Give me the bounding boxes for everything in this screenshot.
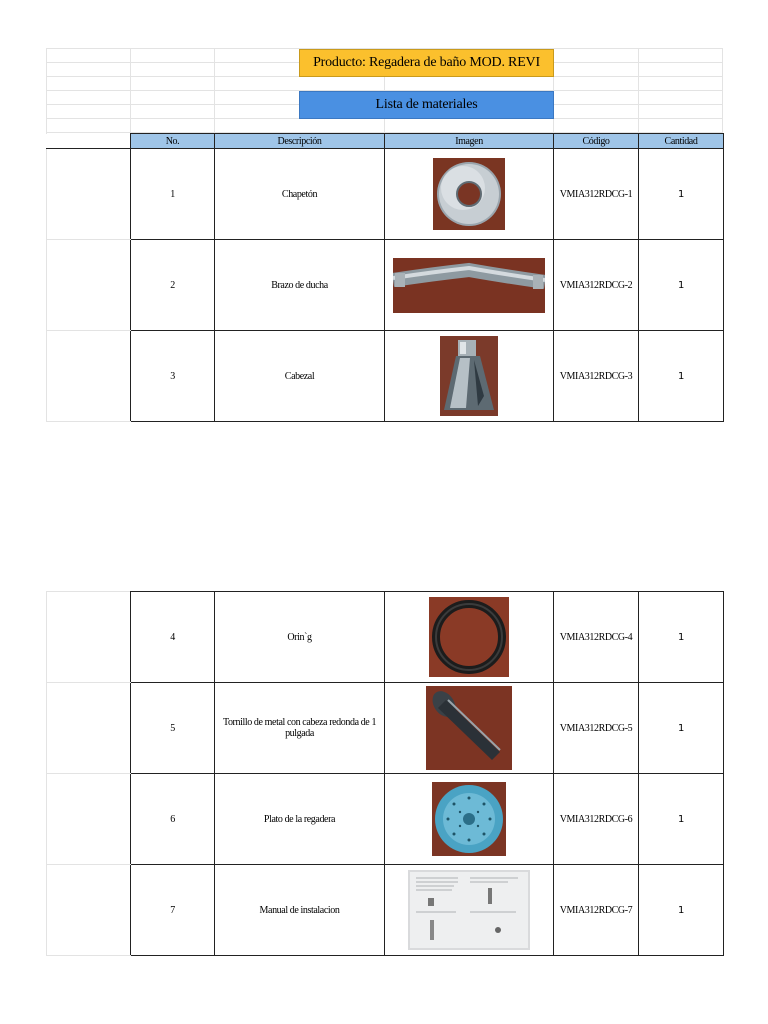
item-number: 3 [131,331,215,422]
item-quantity: 1 [639,149,724,240]
product-title: Producto: Regadera de baño MOD. REVI [299,49,554,77]
header-image: Imagen [385,134,554,149]
bill-of-materials-heading: Lista de materiales [299,91,554,119]
item-number: 5 [131,683,215,774]
item-code: VMIA312RDCG-5 [554,683,639,774]
item-code: VMIA312RDCG-1 [554,149,639,240]
materials-table-page-2 [46,591,724,956]
shower-head-image [440,336,498,416]
table-header-row [47,134,724,149]
item-quantity: 1 [639,774,724,865]
shower-arm-image [393,258,545,313]
item-description: Tornillo de metal con cabeza redonda de 1 pulgada [215,683,385,774]
table-row [47,331,724,422]
item-quantity: 1 [639,592,724,683]
item-number: 4 [131,592,215,683]
item-image-cell [385,592,554,683]
item-description: Manual de instalacion [215,865,385,956]
item-code: VMIA312RDCG-4 [554,592,639,683]
item-code: VMIA312RDCG-2 [554,240,639,331]
item-description: Brazo de ducha [215,240,385,331]
item-image-cell [385,683,554,774]
escutcheon-plate-image [433,158,505,230]
item-image-cell [385,149,554,240]
item-description: Chapetón [215,149,385,240]
table-row [47,592,724,683]
item-image-cell [385,774,554,865]
item-quantity: 1 [639,865,724,956]
installation-manual-image [408,870,530,950]
item-quantity: 1 [639,683,724,774]
item-description: Plato de la regadera [215,774,385,865]
item-quantity: 1 [639,240,724,331]
shower-plate-image [432,782,506,856]
item-code: VMIA312RDCG-6 [554,774,639,865]
table-row [47,240,724,331]
item-image-cell [385,240,554,331]
item-image-cell [385,331,554,422]
item-code: VMIA312RDCG-3 [554,331,639,422]
table-row [47,149,724,240]
item-number: 7 [131,865,215,956]
header-quantity: Cantidad [639,134,724,149]
item-image-cell [385,865,554,956]
header-no: No. [131,134,215,149]
table-row [47,865,724,956]
header-spacer [47,134,131,149]
item-number: 6 [131,774,215,865]
header-code: Código [554,134,639,149]
materials-table-page-1 [46,133,724,422]
item-description: Cabezal [215,331,385,422]
table-row [47,683,724,774]
o-ring-image [429,597,509,677]
item-quantity: 1 [639,331,724,422]
table-row [47,774,724,865]
item-description: Orin`g [215,592,385,683]
metal-screw-image [426,686,512,770]
header-description: Descripción [215,134,385,149]
item-number: 1 [131,149,215,240]
item-code: VMIA312RDCG-7 [554,865,639,956]
item-number: 2 [131,240,215,331]
